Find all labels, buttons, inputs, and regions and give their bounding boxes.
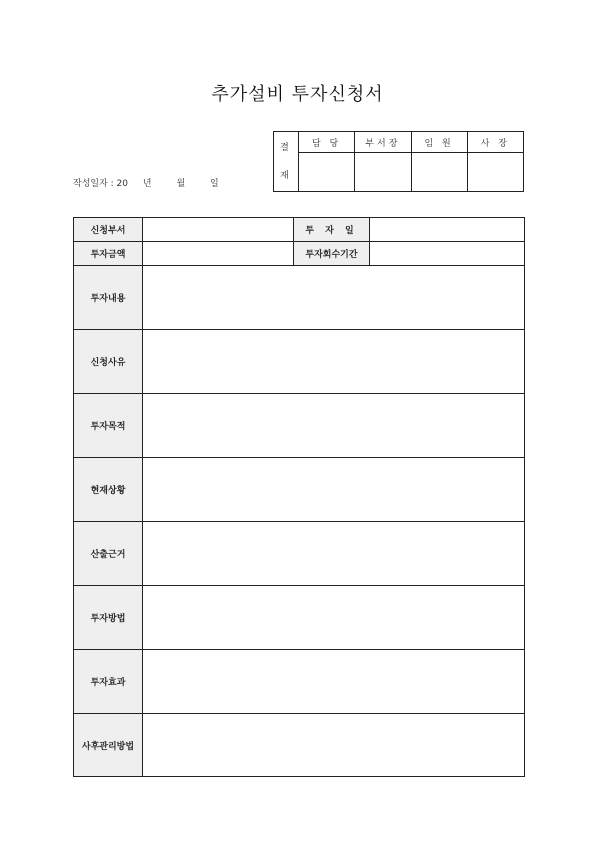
payback-period-label: 투자회수기간 bbox=[294, 242, 370, 266]
approval-side-label bbox=[274, 132, 299, 192]
request-reason-label: 신청사유 bbox=[74, 330, 143, 394]
investment-amount-label: 투자금액 bbox=[74, 242, 143, 266]
investment-content-field[interactable] bbox=[143, 266, 525, 330]
calculation-basis-label: 산출근거 bbox=[74, 522, 143, 586]
investment-method-label: 투자방법 bbox=[74, 586, 143, 650]
approval-box bbox=[273, 131, 524, 192]
current-status-label: 현재상황 bbox=[74, 458, 143, 522]
approval-sign-staff[interactable] bbox=[299, 153, 355, 192]
investment-method-field[interactable] bbox=[143, 586, 525, 650]
day-unit: 일 bbox=[210, 179, 219, 189]
calculation-basis-field[interactable] bbox=[143, 522, 525, 586]
investment-effect-label: 투자효과 bbox=[74, 650, 143, 714]
investment-purpose-field[interactable] bbox=[143, 394, 525, 458]
approval-header-president: 사 장 bbox=[467, 132, 523, 153]
approval-side-top: 결 bbox=[280, 142, 292, 153]
current-status-field[interactable] bbox=[143, 458, 525, 522]
investment-content-label: 투자내용 bbox=[74, 266, 143, 330]
approval-header-dept-head: 부서장 bbox=[355, 132, 411, 153]
applying-dept-label: 신청부서 bbox=[74, 218, 143, 242]
approval-header-executive: 임 원 bbox=[411, 132, 467, 153]
month-unit: 월 bbox=[176, 179, 186, 189]
payback-period-field[interactable] bbox=[370, 242, 525, 266]
follow-up-management-field[interactable] bbox=[143, 714, 525, 777]
investment-effect-field[interactable] bbox=[143, 650, 525, 714]
date-label: 작성일자 : 20 bbox=[73, 179, 128, 189]
request-reason-field[interactable] bbox=[143, 330, 525, 394]
year-unit: 년 bbox=[142, 179, 152, 189]
approval-sign-president[interactable] bbox=[467, 153, 523, 192]
investment-amount-field[interactable] bbox=[143, 242, 294, 266]
approval-side-bottom: 재 bbox=[280, 170, 292, 181]
approval-sign-dept-head[interactable] bbox=[355, 153, 411, 192]
date-line bbox=[73, 176, 219, 189]
application-form-table bbox=[73, 217, 525, 777]
approval-header-staff: 담 당 bbox=[299, 132, 355, 153]
investment-date-field[interactable] bbox=[370, 218, 525, 242]
investment-purpose-label: 투자목적 bbox=[74, 394, 143, 458]
follow-up-management-label: 사후관리방법 bbox=[74, 714, 143, 777]
investment-date-label: 투 자 일 bbox=[294, 218, 370, 242]
approval-sign-executive[interactable] bbox=[411, 153, 467, 192]
document-title: 추가설비 투자신청서 bbox=[211, 84, 384, 105]
applying-dept-field[interactable] bbox=[143, 218, 294, 242]
